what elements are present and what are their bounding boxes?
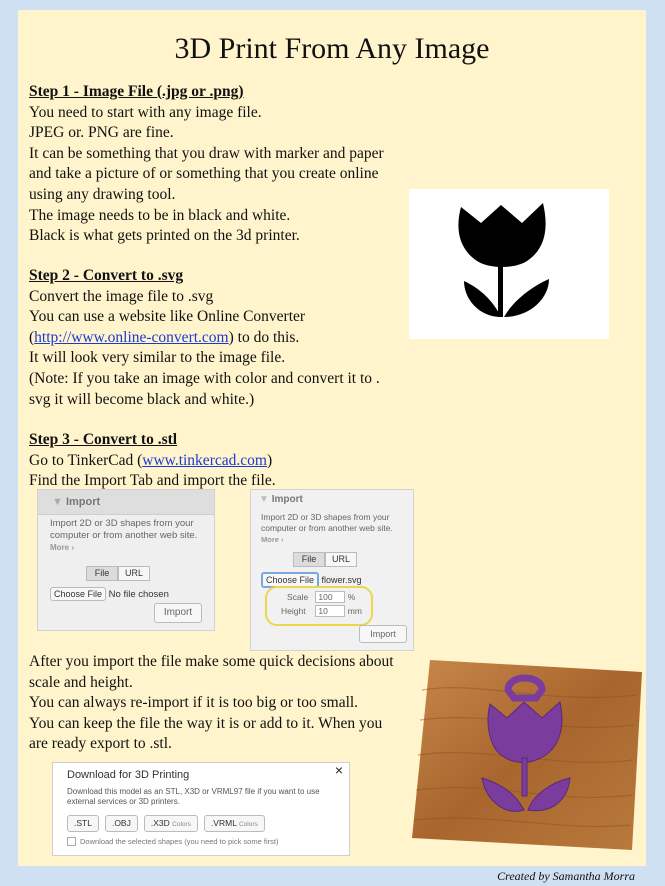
close-icon[interactable]: × — [334, 762, 343, 778]
tab-url[interactable]: URL — [118, 566, 150, 581]
scale-unit: % — [347, 592, 356, 602]
dialog-title: Download for 3D Printing — [67, 769, 190, 781]
step2-line: Convert the image file to .svg — [29, 287, 214, 305]
import-button[interactable]: Import — [154, 603, 202, 623]
export-vrml-button[interactable] — [204, 815, 265, 832]
step1-line: using any drawing tool. — [29, 185, 176, 203]
choose-file-button[interactable]: Choose File — [50, 587, 106, 601]
step2-link-post: ) to do this. — [228, 328, 300, 346]
file-url-toggle — [86, 566, 150, 581]
step3-section — [29, 430, 276, 492]
height-label: Height — [281, 606, 306, 616]
import-desc: computer or from another web site. — [50, 530, 198, 541]
step1-section — [29, 82, 384, 247]
step3-line: Find the Import Tab and import the file. — [29, 472, 276, 490]
step1-heading: Step 1 - Image File (.jpg or .png) — [29, 83, 244, 100]
scale-label: Scale — [287, 592, 309, 602]
import-button[interactable]: Import — [359, 625, 407, 643]
after-line: scale and height. — [29, 673, 133, 691]
import-desc: Import 2D or 3D shapes from your — [50, 518, 194, 529]
page-title: 3D Print From Any Image — [174, 32, 490, 65]
after-line: After you import the file make some quick decisions about — [29, 653, 394, 670]
height-unit: mm — [347, 606, 362, 616]
more-link[interactable]: More › — [261, 535, 284, 544]
flower-image — [409, 189, 609, 339]
chosen-file-name: flower.svg — [321, 575, 362, 585]
tab-file[interactable]: File — [86, 566, 118, 581]
after-import-section — [29, 652, 394, 755]
selected-shapes-checkbox[interactable] — [67, 837, 76, 846]
dialog-desc: Download this model as an STL, X3D or VRML97 file if you want to use — [67, 787, 320, 796]
step1-line: The image needs to be in black and white. — [29, 206, 291, 224]
vrml-label: .VRML — [210, 818, 237, 828]
after-line: You can keep the file the way it is or add to it. When you — [29, 714, 383, 732]
import-panel-filled — [250, 489, 414, 651]
step2-line: It will look very similar to the image file. — [29, 349, 286, 367]
step3-link-line — [29, 451, 276, 472]
step1-line: You need to start with any image file. — [29, 103, 262, 121]
import-panel-empty — [37, 489, 215, 631]
collapse-arrow-icon: ▼ — [259, 494, 269, 505]
no-file-chosen-text: No file chosen — [108, 589, 169, 600]
choose-file-button[interactable]: Choose File — [261, 572, 319, 588]
vrml-sub-label: Colors — [238, 821, 258, 828]
export-stl-button[interactable]: .STL — [67, 815, 99, 832]
step1-line: It can be something that you draw with marker and paper — [29, 144, 384, 162]
step2-link-line — [29, 328, 380, 349]
import-desc: Import 2D or 3D shapes from your — [261, 512, 390, 522]
dialog-desc: external services or 3D printers. — [67, 797, 180, 806]
x3d-label: .X3D — [150, 818, 170, 828]
step2-line: You can use a website like Online Converter — [29, 308, 306, 326]
scale-input[interactable]: 100 — [315, 591, 345, 603]
more-link[interactable]: More › — [50, 543, 74, 552]
step3-link-pre: Go to TinkerCad ( — [29, 451, 143, 469]
step1-line: and take a picture of or something that you create online — [29, 165, 379, 183]
after-line: are ready export to .stl. — [29, 735, 172, 753]
file-url-toggle — [293, 552, 357, 567]
export-obj-button[interactable]: .OBJ — [105, 815, 138, 832]
credit-footer: Created by Samantha Morra — [497, 869, 635, 883]
step3-heading: Step 3 - Convert to .stl — [29, 431, 178, 448]
import-panel-title: Import — [65, 496, 101, 508]
step1-line: Black is what gets printed on the 3d printer. — [29, 227, 300, 245]
step2-line: (Note: If you take an image with color and convert it to . — [29, 369, 380, 387]
tab-url[interactable]: URL — [325, 552, 357, 567]
step2-section — [29, 266, 380, 410]
step3-link-post: ) — [266, 451, 273, 469]
import-desc: computer or from another web site. — [261, 523, 393, 533]
height-input[interactable]: 10 — [315, 605, 345, 617]
after-line: You can always re-import if it is too big or too small. — [29, 694, 359, 712]
printed-flower-photo — [412, 660, 642, 850]
step2-heading: Step 2 - Convert to .svg — [29, 267, 184, 284]
document-page — [18, 10, 646, 866]
x3d-sub-label: Colors — [172, 821, 191, 828]
import-panel-header[interactable] — [251, 490, 413, 510]
collapse-arrow-icon: ▼ — [52, 496, 63, 508]
online-convert-link[interactable]: http://www.online-convert.com — [34, 328, 229, 346]
import-panel-header[interactable] — [38, 490, 214, 515]
step2-link-pre: ( — [29, 328, 35, 346]
export-x3d-button[interactable] — [144, 815, 198, 832]
download-dialog — [52, 762, 350, 856]
step2-line: svg it will become black and white.) — [29, 390, 255, 408]
tab-file[interactable]: File — [293, 552, 325, 567]
tinkercad-link[interactable]: www.tinkercad.com — [142, 451, 267, 469]
checkbox-label: Download the selected shapes (you need to pick some first) — [80, 837, 279, 846]
step1-line: JPEG or. PNG are fine. — [29, 124, 174, 142]
import-panel-title: Import — [271, 494, 303, 505]
